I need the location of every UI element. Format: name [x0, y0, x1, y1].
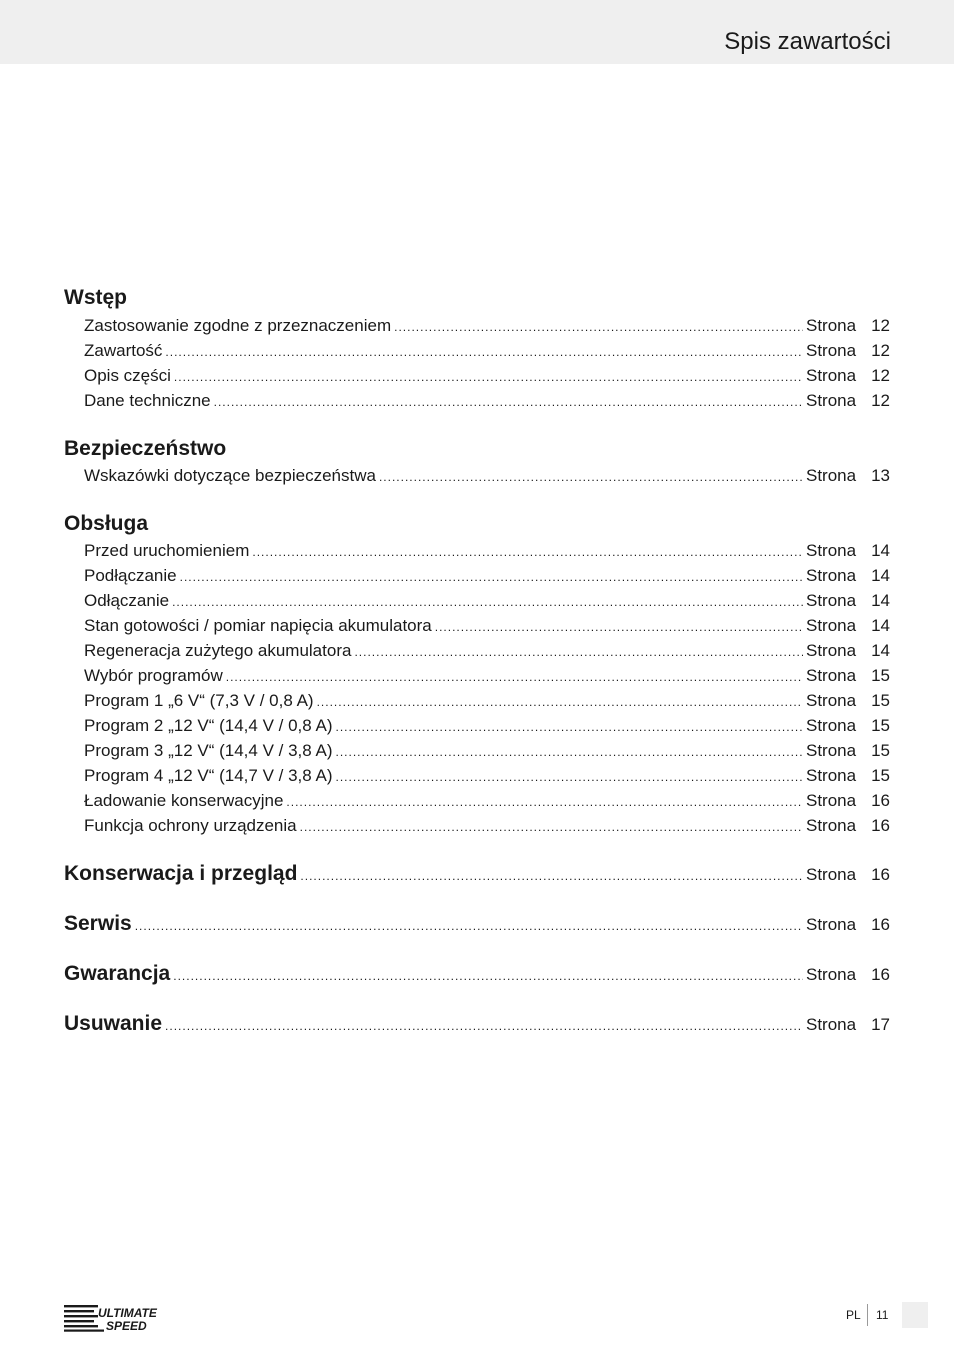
- toc-entry-page: 12: [871, 316, 890, 335]
- toc-entry[interactable]: [84, 713, 890, 738]
- dot-leader: [165, 340, 803, 365]
- toc-entry[interactable]: [84, 613, 890, 638]
- dot-leader: [317, 690, 803, 715]
- toc-entry-label: Dane techniczne: [84, 391, 211, 410]
- dot-leader: [174, 365, 803, 390]
- toc-entry-strona: Strona: [806, 741, 857, 760]
- toc-entry-page: 15: [871, 741, 890, 760]
- toc-entry-page: 16: [871, 915, 890, 934]
- toc-entry-label: Wybór programów: [84, 666, 223, 685]
- dot-leader: [180, 565, 803, 590]
- toc-heading-label: Gwarancja: [64, 962, 171, 985]
- toc-entry[interactable]: [84, 588, 890, 613]
- toc-entry-strona: Strona: [806, 341, 857, 360]
- dot-leader: [336, 765, 803, 790]
- toc-heading-konserwacja[interactable]: [64, 859, 890, 889]
- toc-entry-strona: Strona: [806, 366, 857, 385]
- toc-entry-label: Program 1 „6 V“ (7,3 V / 0,8 A): [84, 691, 314, 710]
- dot-leader: [252, 540, 803, 565]
- toc-entry-strona: Strona: [806, 816, 857, 835]
- language-code: PL: [846, 1308, 861, 1322]
- toc-entry[interactable]: [84, 688, 890, 713]
- toc-entry-label: Zawartość: [84, 341, 163, 360]
- toc-entry-label: Program 3 „12 V“ (14,4 V / 3,8 A): [84, 741, 333, 760]
- toc-entry-page: 12: [871, 391, 890, 410]
- toc-entry-label: Program 4 „12 V“ (14,7 V / 3,8 A): [84, 766, 333, 785]
- page-title: Spis zawartości: [724, 28, 891, 55]
- toc-heading-gwarancja[interactable]: [64, 959, 890, 989]
- toc-entry[interactable]: [84, 463, 890, 488]
- toc-entry-page: 16: [871, 791, 890, 810]
- toc-entry-strona: Strona: [806, 1015, 857, 1034]
- toc-entry-strona: Strona: [806, 666, 857, 685]
- toc-entry[interactable]: [84, 363, 890, 388]
- toc-entry[interactable]: [84, 388, 890, 413]
- toc-entry-label: Ładowanie konserwacyjne: [84, 791, 284, 810]
- toc-entry[interactable]: [84, 663, 890, 688]
- dot-leader: [336, 715, 803, 740]
- toc-entry[interactable]: [84, 313, 890, 338]
- dot-leader: [394, 315, 803, 340]
- page-number: 11: [876, 1308, 889, 1322]
- section-title-bezpieczenstwo: Bezpieczeństwo: [64, 437, 227, 460]
- toc-entry-page: 16: [871, 965, 890, 984]
- toc-entry-label: Funkcja ochrony urządzenia: [84, 816, 297, 835]
- toc-entry-page: 14: [871, 591, 890, 610]
- toc-entry-page: 15: [871, 666, 890, 685]
- ultimate-speed-logo: [64, 1303, 164, 1333]
- toc-entry-page: 15: [871, 716, 890, 735]
- logo-line1: ULTIMATE: [98, 1306, 157, 1320]
- toc-heading-label: Konserwacja i przegląd: [64, 862, 298, 885]
- toc-entry-strona: Strona: [806, 691, 857, 710]
- dot-leader: [214, 390, 803, 415]
- toc-entry-strona: Strona: [806, 965, 857, 984]
- toc-entry-strona: Strona: [806, 865, 857, 884]
- toc-entry-page: 12: [871, 341, 890, 360]
- section-title-obsluga: Obsługa: [64, 512, 149, 535]
- toc-entry-page: 16: [871, 865, 890, 884]
- toc-entry-strona: Strona: [806, 791, 857, 810]
- toc-entry-page: 13: [871, 466, 890, 485]
- toc-entry[interactable]: [84, 338, 890, 363]
- toc-entry[interactable]: [84, 788, 890, 813]
- dot-leader: [336, 740, 803, 765]
- toc-entry-strona: Strona: [806, 541, 857, 560]
- footer-divider: [867, 1304, 868, 1326]
- toc-entry[interactable]: [84, 638, 890, 663]
- dot-leader: [354, 640, 803, 665]
- toc-entry-label: Regeneracja zużytego akumulatora: [84, 641, 352, 660]
- toc-entry-page: 12: [871, 366, 890, 385]
- dot-leader: [173, 961, 803, 991]
- toc-entry-page: 17: [871, 1015, 890, 1034]
- toc-entry-page: 15: [871, 691, 890, 710]
- toc-entry-label: Wskazówki dotyczące bezpieczeństwa: [84, 466, 376, 485]
- toc-entry[interactable]: [84, 813, 890, 838]
- footer-corner-box: [902, 1302, 928, 1328]
- toc-entry-page: 14: [871, 616, 890, 635]
- toc-heading-label: Serwis: [64, 912, 132, 935]
- toc-entry-strona: Strona: [806, 716, 857, 735]
- dot-leader: [379, 465, 803, 490]
- toc-entry-strona: Strona: [806, 641, 857, 660]
- toc-entry-strona: Strona: [806, 316, 857, 335]
- toc-entry-page: 14: [871, 541, 890, 560]
- dot-leader: [172, 590, 803, 615]
- toc-entry-label: Program 2 „12 V“ (14,4 V / 0,8 A): [84, 716, 333, 735]
- toc-entry-label: Odłączanie: [84, 591, 170, 610]
- toc-entry-strona: Strona: [806, 466, 857, 485]
- dot-leader: [135, 911, 803, 941]
- toc-entry-page: 15: [871, 766, 890, 785]
- section-title-wstep: Wstęp: [64, 286, 127, 309]
- toc-entry-page: 14: [871, 566, 890, 585]
- toc-entry-strona: Strona: [806, 391, 857, 410]
- toc-entry-label: Stan gotowości / pomiar napięcia akumulatora: [84, 616, 432, 635]
- toc-heading-label: Usuwanie: [64, 1012, 163, 1035]
- toc-heading-serwis[interactable]: [64, 909, 890, 939]
- logo-line2: SPEED: [106, 1319, 147, 1333]
- toc-entry-page: 14: [871, 641, 890, 660]
- dot-leader: [435, 615, 803, 640]
- toc-entry-label: Zastosowanie zgodne z przeznaczeniem: [84, 316, 392, 335]
- toc-entry[interactable]: [84, 738, 890, 763]
- toc-entry[interactable]: [84, 763, 890, 788]
- dot-leader: [300, 815, 803, 840]
- toc-heading-usuwanie[interactable]: [64, 1009, 890, 1039]
- toc-entry-label: Przed uruchomieniem: [84, 541, 250, 560]
- toc-entry-strona: Strona: [806, 766, 857, 785]
- toc-entry-label: Opis części: [84, 366, 171, 385]
- dot-leader: [165, 1011, 803, 1041]
- dot-leader: [226, 665, 803, 690]
- toc-entry-strona: Strona: [806, 591, 857, 610]
- toc-entry-strona: Strona: [806, 915, 857, 934]
- dot-leader: [286, 790, 803, 815]
- toc-entry-strona: Strona: [806, 616, 857, 635]
- toc-entry-page: 16: [871, 816, 890, 835]
- toc-entry-label: Podłączanie: [84, 566, 177, 585]
- toc-entry-strona: Strona: [806, 566, 857, 585]
- toc-entry[interactable]: [84, 538, 890, 563]
- dot-leader: [300, 861, 803, 891]
- toc-entry[interactable]: [84, 563, 890, 588]
